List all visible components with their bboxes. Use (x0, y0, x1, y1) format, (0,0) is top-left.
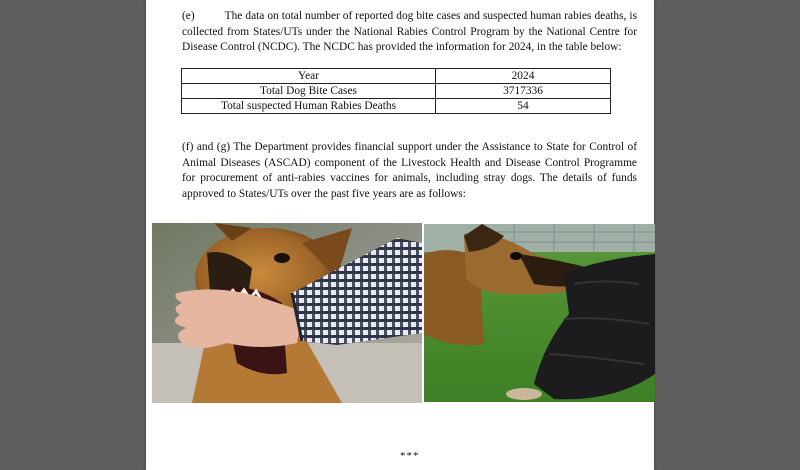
table-cell-value: 54 (436, 99, 611, 114)
dog-bite-illustration-right (424, 224, 655, 402)
end-mark: *** (400, 450, 420, 462)
paragraph-e-text: The data on total number of reported dog bite cases and suspected human rabies deaths, is collected from States/UTs under the National Rabies Control Program by the National Centre for Disease Control (NCDC). The NCDC has provided the information for 2024, in the table below: (182, 10, 637, 53)
paragraph-fg: (f) and (g) The Department provides financial support under the Assistance to State for Control of Animal Diseases (ASCAD) component of the Livestock Health and Disease Control Programme for procurement of anti-rabies vaccines for animals, including stray dogs. The details of funds approved to States/UTs over the past five years are as follows: (182, 141, 637, 200)
table-cell-label: Year (182, 69, 436, 84)
table-cell-value: 2024 (436, 69, 611, 84)
table-row (182, 99, 611, 114)
dog-bite-illustration-left (152, 223, 422, 403)
paragraph-e-marker: (e) (182, 10, 195, 22)
dog-bite-photo-right (424, 224, 655, 402)
dog-bite-photo-left (152, 223, 422, 403)
paragraph-e (182, 9, 637, 56)
table-row (182, 69, 611, 84)
table-cell-value: 3717336 (436, 84, 611, 99)
dog-bite-table (181, 68, 611, 114)
table-row (182, 84, 611, 99)
table-cell-label: Total Dog Bite Cases (182, 84, 436, 99)
table-cell-label: Total suspected Human Rabies Deaths (182, 99, 436, 114)
